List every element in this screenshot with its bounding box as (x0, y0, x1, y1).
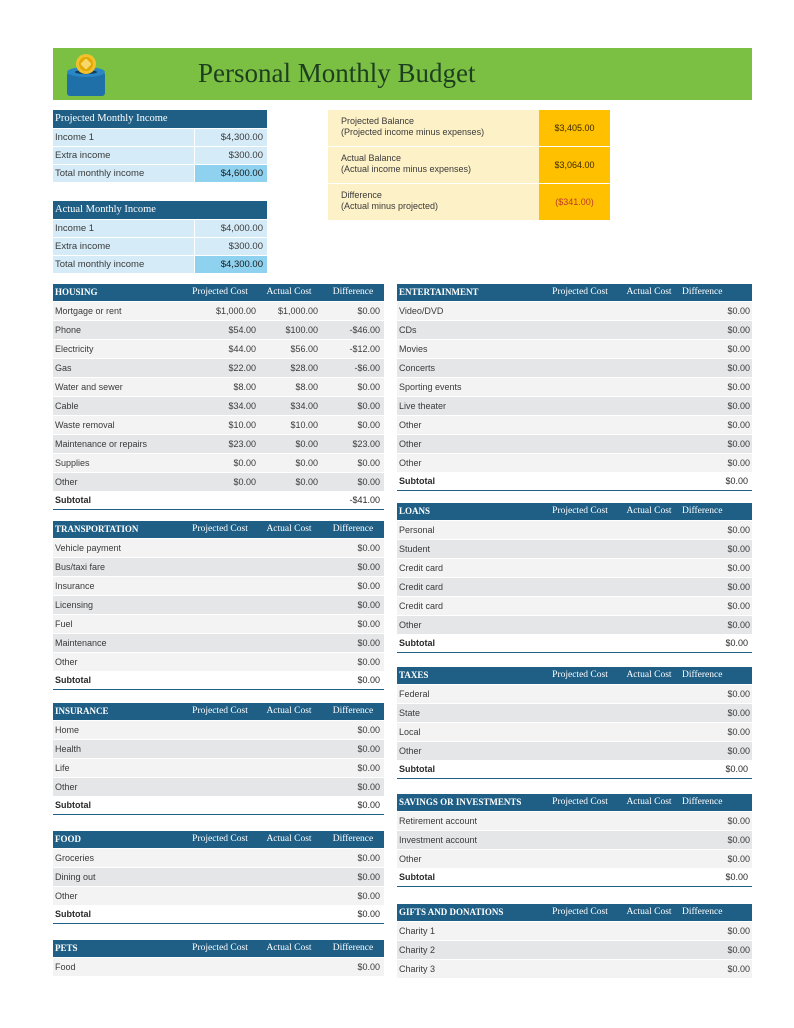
difference-cell: $0.00 (727, 835, 750, 845)
difference-cell: $0.00 (727, 439, 750, 449)
table-row (53, 557, 384, 576)
section-title: PETS (55, 943, 78, 953)
difference-cell: $0.00 (357, 543, 380, 553)
projected-cost: $54.00 (228, 325, 256, 335)
column-projected: Projected Cost (192, 706, 248, 716)
row-label: Gas (55, 363, 72, 373)
column-difference: Difference (332, 706, 374, 716)
projected-cost: $22.00 (228, 363, 256, 373)
difference-cell: $0.00 (727, 363, 750, 373)
table-row (397, 830, 752, 849)
difference-cell: $0.00 (357, 782, 380, 792)
row-label: CDs (399, 325, 417, 335)
column-difference: Difference (682, 907, 723, 917)
actual-balance-value: $3,064.00 (539, 147, 610, 183)
pets-header (53, 940, 384, 957)
row-label: Health (55, 744, 82, 754)
row-label: Investment account (399, 835, 478, 845)
table-row (53, 301, 384, 320)
row-label: Other (55, 657, 78, 667)
row-label: Cable (55, 401, 79, 411)
transportation-table (53, 521, 384, 690)
loans-header (397, 503, 752, 520)
difference-cell: $0.00 (357, 562, 380, 572)
subtotal-label: Subtotal (399, 476, 435, 486)
row-label: Maintenance (55, 638, 107, 648)
difference-cell: $0.00 (357, 401, 380, 411)
column-difference: Difference (332, 943, 374, 953)
row-label: Other (55, 891, 78, 901)
table-row (397, 596, 752, 615)
difference-cell: $0.00 (727, 525, 750, 535)
row-label: Dining out (55, 872, 96, 882)
table-row (397, 703, 752, 722)
column-difference: Difference (332, 287, 374, 297)
subtotal-label: Subtotal (55, 909, 91, 919)
table-row (397, 434, 752, 453)
table-row (53, 396, 384, 415)
table-row (53, 739, 384, 758)
projected-cost: $10.00 (228, 420, 256, 430)
table-row (397, 339, 752, 358)
page-title: Personal Monthly Budget (198, 58, 476, 88)
table-row (397, 811, 752, 830)
table-row (397, 358, 752, 377)
table-row (397, 320, 752, 339)
projected-balance-row: Projected Balance (Projected income minus expenses) $3,405.00 (328, 110, 610, 147)
table-row (53, 434, 384, 453)
difference-cell: $0.00 (357, 962, 380, 972)
subtotal-label: Subtotal (399, 764, 435, 774)
subtotal-value: -$41.00 (349, 495, 380, 505)
column-actual: Actual Cost (266, 524, 312, 534)
table-row (53, 652, 384, 671)
subtotal-label: Subtotal (399, 638, 435, 648)
savings-table (397, 794, 752, 887)
table-row: Income 1 $4,300.00 (53, 128, 267, 146)
difference-cell: $0.00 (357, 581, 380, 591)
row-label: Vehicle payment (55, 543, 122, 553)
table-row (53, 415, 384, 434)
subtotal-value: $0.00 (725, 638, 748, 648)
section-title: HOUSING (55, 287, 98, 297)
table-row (53, 339, 384, 358)
insurance-header (53, 703, 384, 720)
loans-table (397, 503, 752, 653)
difference-cell: $0.00 (727, 964, 750, 974)
projected-cost: $44.00 (228, 344, 256, 354)
balance-summary (328, 110, 610, 221)
row-label: Fuel (55, 619, 73, 629)
row-label: Credit card (399, 601, 444, 611)
column-actual: Actual Cost (266, 834, 312, 844)
subtotal-value: $0.00 (357, 909, 380, 919)
row-label: Insurance (55, 581, 95, 591)
subtotal-row (397, 760, 752, 779)
actual-cost: $100.00 (285, 325, 318, 335)
row-label: Waste removal (55, 420, 115, 430)
row-label: Federal (399, 689, 430, 699)
difference-cell: $0.00 (727, 401, 750, 411)
table-row (53, 886, 384, 905)
table-row (397, 741, 752, 760)
column-difference: Difference (682, 670, 723, 680)
difference-cell: $0.00 (357, 657, 380, 667)
difference-cell: $0.00 (727, 854, 750, 864)
difference-cell: $23.00 (352, 439, 380, 449)
subtotal-row (53, 671, 384, 690)
total-row: Total monthly income $4,600.00 (53, 164, 267, 182)
table-row (397, 722, 752, 741)
actual-income-header: Actual Monthly Income (53, 201, 267, 219)
column-projected: Projected Cost (552, 670, 608, 680)
row-label: Supplies (55, 458, 90, 468)
projected-income-header: Projected Monthly Income (53, 110, 267, 128)
difference-cell: $0.00 (357, 763, 380, 773)
difference-cell: $0.00 (357, 619, 380, 629)
row-label: Maintenance or repairs (55, 439, 148, 449)
column-difference: Difference (332, 834, 374, 844)
column-projected: Projected Cost (552, 287, 608, 297)
difference-cell: -$12.00 (349, 344, 380, 354)
difference-cell: $0.00 (727, 382, 750, 392)
column-actual: Actual Cost (626, 670, 672, 680)
row-label: Electricity (55, 344, 94, 354)
difference-cell: $0.00 (357, 306, 380, 316)
table-row: Income 1 $4,000.00 (53, 219, 267, 237)
section-title: LOANS (399, 506, 431, 516)
taxes-table (397, 667, 752, 779)
section-title: SAVINGS OR INVESTMENTS (399, 797, 522, 807)
column-difference: Difference (682, 287, 723, 297)
difference-cell: $0.00 (357, 744, 380, 754)
column-projected: Projected Cost (552, 907, 608, 917)
difference-cell: $0.00 (727, 926, 750, 936)
table-row (53, 538, 384, 557)
row-label: Concerts (399, 363, 436, 373)
table-row (53, 453, 384, 472)
table-row (53, 848, 384, 867)
table-row (397, 415, 752, 434)
row-label: Video/DVD (399, 306, 444, 316)
actual-income-table (53, 201, 267, 273)
gifts-table (397, 904, 752, 978)
difference-cell: $0.00 (357, 853, 380, 863)
row-label: Other (399, 746, 422, 756)
difference-cell: $0.00 (727, 945, 750, 955)
row-label: Food (55, 962, 76, 972)
difference-cell: $0.00 (727, 708, 750, 718)
subtotal-value: $0.00 (725, 764, 748, 774)
table-row (53, 358, 384, 377)
difference-cell: $0.00 (727, 325, 750, 335)
difference-cell: $0.00 (357, 420, 380, 430)
table-row (397, 684, 752, 703)
section-title: ENTERTAINMENT (399, 287, 479, 297)
row-label: Phone (55, 325, 82, 335)
subtotal-label: Subtotal (55, 495, 91, 505)
column-projected: Projected Cost (192, 834, 248, 844)
row-label: Personal (399, 525, 435, 535)
column-projected: Projected Cost (192, 287, 248, 297)
difference-cell: $0.00 (357, 891, 380, 901)
actual-cost: $56.00 (290, 344, 318, 354)
difference-cell: $0.00 (727, 544, 750, 554)
row-label: Water and sewer (55, 382, 123, 392)
difference-cell: $0.00 (727, 601, 750, 611)
actual-cost: $34.00 (290, 401, 318, 411)
row-label: Bus/taxi fare (55, 562, 106, 572)
entertainment-table (397, 284, 752, 491)
row-label: Other (399, 420, 422, 430)
column-actual: Actual Cost (626, 907, 672, 917)
projected-balance-value: $3,405.00 (539, 110, 610, 146)
row-label: State (399, 708, 421, 718)
difference-cell: $0.00 (357, 382, 380, 392)
subtotal-row (397, 472, 752, 491)
row-label: Mortgage or rent (55, 306, 122, 316)
difference-cell: $0.00 (357, 872, 380, 882)
table-row (397, 377, 752, 396)
section-title: TAXES (399, 670, 429, 680)
actual-cost: $0.00 (295, 458, 318, 468)
row-label: Student (399, 544, 431, 554)
table-row: Extra income $300.00 (53, 146, 267, 164)
actual-cost: $1,000.00 (277, 306, 318, 316)
table-row (53, 720, 384, 739)
difference-cell: $0.00 (727, 458, 750, 468)
column-difference: Difference (682, 797, 723, 807)
column-actual: Actual Cost (266, 943, 312, 953)
table-row (53, 633, 384, 652)
table-row (53, 777, 384, 796)
section-title: TRANSPORTATION (55, 524, 139, 534)
table-row (397, 301, 752, 320)
row-label: Other (55, 477, 78, 487)
projected-cost: $1,000.00 (215, 306, 256, 316)
table-row (53, 867, 384, 886)
difference-cell: $0.00 (727, 816, 750, 826)
column-actual: Actual Cost (266, 706, 312, 716)
title-banner (53, 48, 752, 100)
table-row: Extra income $300.00 (53, 237, 267, 255)
table-row (397, 558, 752, 577)
difference-cell: $0.00 (727, 727, 750, 737)
table-row (53, 758, 384, 777)
difference-cell: $0.00 (357, 638, 380, 648)
subtotal-row (53, 491, 384, 510)
section-title: FOOD (55, 834, 81, 844)
table-row (397, 940, 752, 959)
difference-cell: $0.00 (357, 477, 380, 487)
table-row (397, 921, 752, 940)
subtotal-row (397, 868, 752, 887)
subtotal-value: $0.00 (357, 800, 380, 810)
row-label: Home (55, 725, 80, 735)
row-label: Charity 2 (399, 945, 436, 955)
actual-cost: $0.00 (295, 439, 318, 449)
projected-cost: $8.00 (233, 382, 256, 392)
table-row (53, 472, 384, 491)
subtotal-label: Subtotal (399, 872, 435, 882)
column-actual: Actual Cost (626, 506, 672, 516)
difference-cell: $0.00 (357, 458, 380, 468)
section-title: GIFTS AND DONATIONS (399, 907, 504, 917)
projected-cost: $34.00 (228, 401, 256, 411)
table-row (397, 577, 752, 596)
food-header (53, 831, 384, 848)
row-label: Charity 3 (399, 964, 436, 974)
difference-cell: $0.00 (727, 620, 750, 630)
row-label: Credit card (399, 563, 444, 573)
coin-bank-icon (63, 52, 109, 98)
food-table (53, 831, 384, 924)
difference-cell: $0.00 (727, 420, 750, 430)
projected-cost: $0.00 (233, 477, 256, 487)
transportation-header (53, 521, 384, 538)
difference-row: Difference (Actual minus projected) ($341.00) (328, 184, 610, 221)
row-label: Other (399, 620, 422, 630)
difference-cell: $0.00 (727, 746, 750, 756)
column-projected: Projected Cost (552, 506, 608, 516)
difference-cell: $0.00 (357, 600, 380, 610)
column-difference: Difference (332, 524, 374, 534)
row-label: Credit card (399, 582, 444, 592)
subtotal-label: Subtotal (55, 800, 91, 810)
row-label: Life (55, 763, 70, 773)
pets-table (53, 940, 384, 976)
column-difference: Difference (682, 506, 723, 516)
table-row (53, 576, 384, 595)
difference-cell: $0.00 (727, 582, 750, 592)
subtotal-row (397, 634, 752, 653)
actual-cost: $8.00 (295, 382, 318, 392)
column-projected: Projected Cost (192, 943, 248, 953)
table-row (397, 396, 752, 415)
table-row (397, 849, 752, 868)
section-title: INSURANCE (55, 706, 109, 716)
difference-value: ($341.00) (539, 184, 610, 220)
row-label: Other (399, 458, 422, 468)
savings-header (397, 794, 752, 811)
subtotal-row (53, 796, 384, 815)
row-label: Groceries (55, 853, 95, 863)
insurance-table (53, 703, 384, 815)
entertainment-header (397, 284, 752, 301)
housing-header (53, 284, 384, 301)
table-row (53, 957, 384, 976)
actual-cost: $10.00 (290, 420, 318, 430)
difference-cell: $0.00 (727, 344, 750, 354)
total-row: Total monthly income $4,300.00 (53, 255, 267, 273)
difference-cell: $0.00 (727, 563, 750, 573)
row-label: Other (399, 439, 422, 449)
actual-cost: $28.00 (290, 363, 318, 373)
row-label: Other (399, 854, 422, 864)
subtotal-label: Subtotal (55, 675, 91, 685)
subtotal-row (53, 905, 384, 924)
taxes-header (397, 667, 752, 684)
table-row (53, 595, 384, 614)
row-label: Sporting events (399, 382, 462, 392)
column-projected: Projected Cost (552, 797, 608, 807)
difference-cell: -$46.00 (349, 325, 380, 335)
row-label: Live theater (399, 401, 447, 411)
column-actual: Actual Cost (626, 797, 672, 807)
gifts-header (397, 904, 752, 921)
subtotal-value: $0.00 (725, 872, 748, 882)
table-row (53, 320, 384, 339)
difference-cell: $0.00 (357, 725, 380, 735)
table-row (53, 614, 384, 633)
actual-cost: $0.00 (295, 477, 318, 487)
table-row (53, 377, 384, 396)
subtotal-value: $0.00 (357, 675, 380, 685)
column-projected: Projected Cost (192, 524, 248, 534)
column-actual: Actual Cost (626, 287, 672, 297)
table-row (397, 615, 752, 634)
subtotal-value: $0.00 (725, 476, 748, 486)
actual-balance-row: Actual Balance (Actual income minus expenses) $3,064.00 (328, 147, 610, 184)
row-label: Other (55, 782, 78, 792)
table-row (397, 453, 752, 472)
projected-cost: $23.00 (228, 439, 256, 449)
row-label: Licensing (55, 600, 94, 610)
row-label: Charity 1 (399, 926, 436, 936)
projected-cost: $0.00 (233, 458, 256, 468)
projected-income-table (53, 110, 267, 182)
row-label: Movies (399, 344, 428, 354)
table-row (397, 539, 752, 558)
difference-cell: -$6.00 (354, 363, 380, 373)
difference-cell: $0.00 (727, 689, 750, 699)
row-label: Local (399, 727, 421, 737)
housing-table (53, 284, 384, 510)
column-actual: Actual Cost (266, 287, 312, 297)
table-row (397, 520, 752, 539)
difference-cell: $0.00 (727, 306, 750, 316)
table-row (397, 959, 752, 978)
row-label: Retirement account (399, 816, 478, 826)
